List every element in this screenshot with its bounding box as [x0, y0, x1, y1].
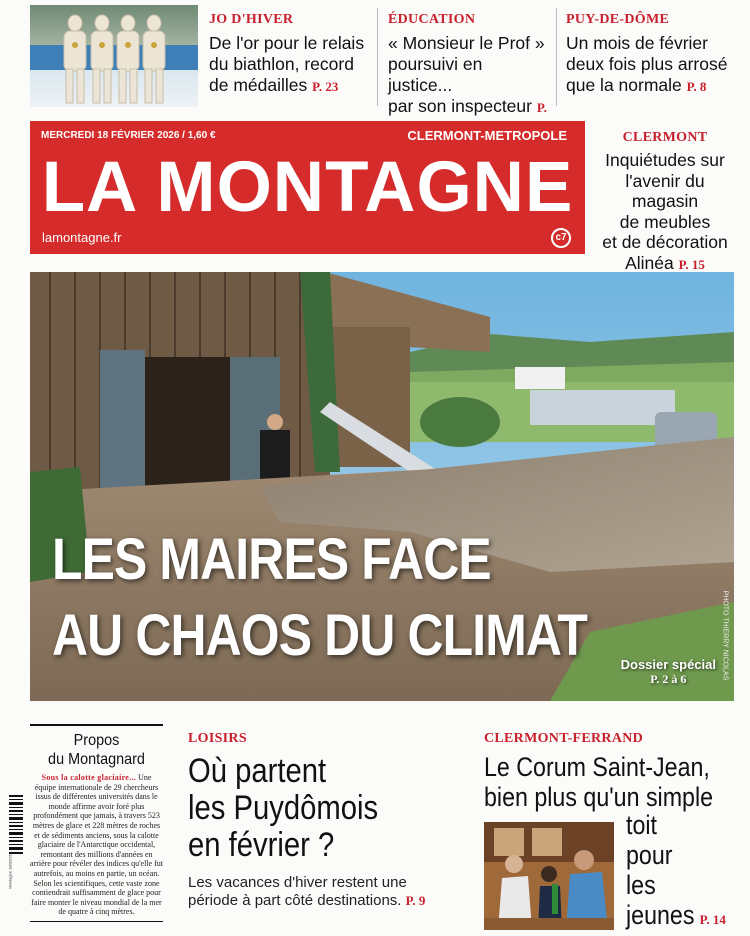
teaser-jo-text [209, 33, 371, 97]
barcode-icon [9, 795, 23, 855]
teaser-jo-kicker: JO D'HIVER [209, 12, 294, 27]
corum-title-continued [626, 810, 746, 935]
teaser-line: que la normale [566, 75, 682, 95]
teaser-puy-de-dome[interactable] [566, 12, 742, 97]
teaser-line: deux fois plus arrosé [566, 54, 728, 74]
teaser-line: du biathlon, record [209, 54, 354, 74]
biathlon-photo [30, 5, 198, 107]
edition-label: CLERMONT-METROPOLE [407, 128, 567, 143]
hero-headline-line2: AU CHAOS DU CLIMAT [52, 603, 588, 668]
teaser-line: de médailles [209, 75, 308, 95]
teaser-line: et de décoration [602, 232, 728, 252]
page-ref: P. 14 [699, 912, 726, 927]
biathlon-photo-figures [30, 5, 198, 107]
loisirs-title-line: en février ? [188, 826, 335, 864]
c7-logo-icon: c7 [551, 228, 571, 248]
teaser-line: De l'or pour le relais [209, 33, 365, 53]
corum-title-line: toit [626, 810, 657, 840]
corum-photo [484, 822, 614, 930]
teaser-line: l'avenir du magasin [625, 170, 705, 211]
loisirs-kicker: LOISIRS [188, 731, 247, 746]
teaser-puy-de-dome-text [566, 33, 742, 97]
propos-bottom-rule [30, 921, 163, 922]
teaser-clermont-text [590, 150, 740, 275]
propos-text: Une équipe internationale de 29 chercheurs issus de différentes universités dans le monde affirme avoir foré plus profondément que jamais, à travers 523 mètres de glace et 228 mètres de roches et de sédiments anciens, sous la calotte glaciaire de l'Antarctique occidental, remontant des millions d'années en arrière pour révéler des indices qu'elle fut autrefois, au moins en partie, un océan. Selon les scientifiques, cette vaste zone contiendrait suffisamment de glace pour faire monter le niveau mondial de la mer de quatre à cinq mètres. [30, 773, 163, 917]
teaser-line: Un mois de février [566, 33, 708, 53]
loisirs-title-line: Où partent [188, 752, 327, 790]
hero-headline-line1: LES MAIRES FACE [52, 527, 491, 592]
website-link[interactable]: lamontagne.fr [42, 230, 122, 245]
corum-title-line: jeunes [626, 900, 695, 930]
teaser-clermont[interactable] [590, 130, 740, 275]
photo-credit: PHOTO THIERRY NICOLAS [721, 590, 729, 681]
corum-title-line: bien plus qu'un simple [484, 782, 714, 812]
barcode-strip [9, 795, 25, 890]
issue-date: MERCREDI 18 FÉVRIER 2026 / 1,60 € [41, 130, 216, 141]
dossier-reference[interactable] [621, 657, 716, 687]
teaser-jo[interactable] [209, 12, 371, 97]
teaser-line: « Monsieur le Prof » [388, 33, 545, 53]
article-corum[interactable] [484, 731, 744, 812]
corum-title [484, 752, 714, 812]
corum-title-line: pour [626, 840, 673, 870]
teaser-education-kicker: ÉDUCATION [388, 12, 476, 27]
propos-lead: Sous la calotte glaciaire... [41, 773, 137, 782]
propos-title [37, 731, 157, 769]
dossier-label: Dossier spécial [620, 657, 716, 672]
corum-title-line: les [626, 870, 656, 900]
corum-title-line: Le Corum Saint-Jean, [484, 752, 710, 782]
teaser-clermont-kicker: CLERMONT [622, 130, 708, 145]
propos-title-line: Propos [73, 732, 120, 749]
article-loisirs[interactable] [188, 731, 458, 910]
barcode-text: Montagne 18/02/26 [7, 854, 13, 889]
masthead [30, 121, 585, 254]
propos-du-montagnard[interactable] [30, 724, 163, 922]
teaser-line: de meubles [619, 211, 711, 232]
page-ref: P. 23 [312, 79, 339, 94]
divider [377, 8, 378, 106]
teaser-line: Alinéa [625, 252, 674, 273]
propos-title-line: du Montagnard [48, 751, 145, 768]
teaser-puy-de-dome-kicker: PUY-DE-DÔME [566, 12, 670, 27]
teaser-line: poursuivi en justice... [388, 54, 483, 95]
teaser-line: par son inspecteur [388, 96, 532, 116]
loisirs-title-line: les Puydômois [188, 789, 379, 827]
hero-photo[interactable] [30, 272, 734, 701]
page-ref: P. 9 [405, 893, 426, 908]
newspaper-logo: LA MONTAGNE [41, 148, 574, 227]
page-ref: P. 8 [686, 79, 707, 94]
corum-kicker: CLERMONT-FERRAND [484, 731, 644, 746]
corum-photo-people [484, 822, 614, 930]
page-ref: P. 15 [678, 256, 705, 272]
loisirs-summary [188, 874, 458, 910]
divider [556, 8, 557, 106]
teaser-line: Inquiétudes sur [605, 150, 725, 170]
loisirs-text: Les vacances d'hiver restent une période à part côté destinations. [188, 874, 407, 909]
dossier-pages: P. 2 à 6 [650, 672, 687, 686]
page-ref: P. [536, 100, 547, 115]
loisirs-title [188, 753, 458, 864]
propos-body [30, 773, 163, 917]
